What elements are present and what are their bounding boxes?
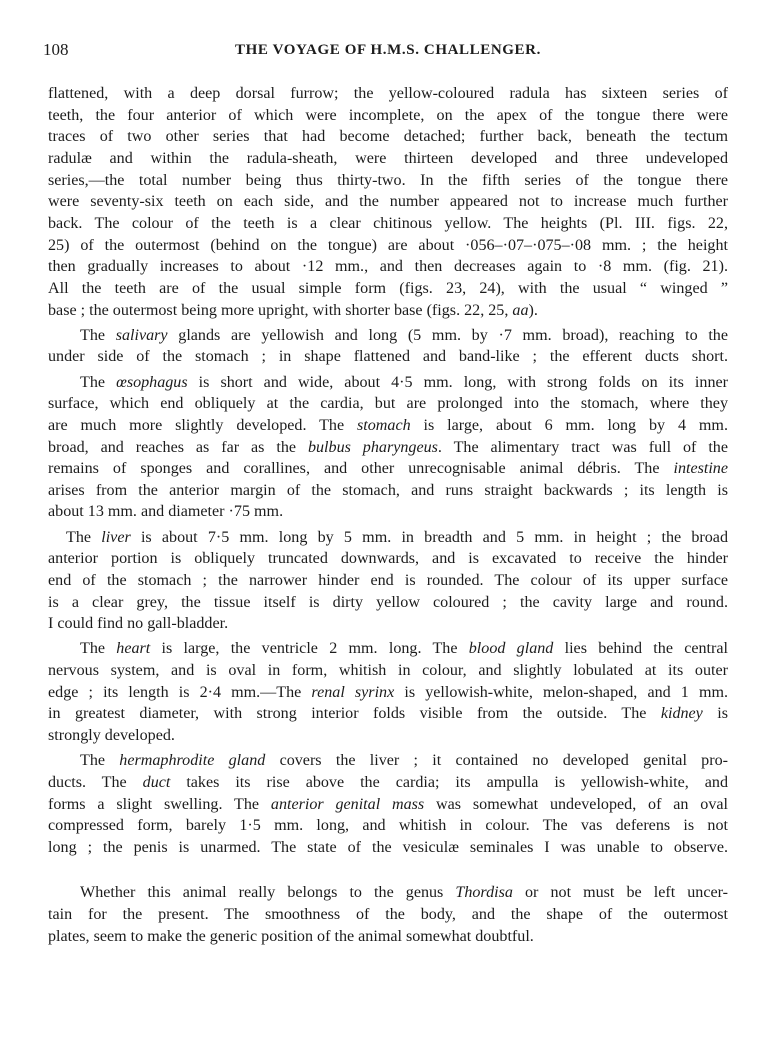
text-run: covers the liver ; it contained no developed genital pro- xyxy=(265,752,728,770)
text-run: The xyxy=(80,752,120,770)
text-run: is large, the ventricle 2 mm. long. The xyxy=(150,640,469,658)
text-line: then gradually increases to about ·12 mm., and then decreases again to ·8 mm. (fig. 21). xyxy=(48,258,728,276)
text-run: base ; the outermost being more upright, with shorter base (figs. 22, 25, xyxy=(48,301,513,319)
section-gap xyxy=(48,858,728,882)
paragraph-radula xyxy=(48,83,728,321)
paragraph-hermaphrodite xyxy=(48,750,728,858)
italic-term: duct xyxy=(142,773,171,791)
text-line xyxy=(48,772,728,794)
text-line xyxy=(48,638,728,660)
text-run: is xyxy=(702,705,728,723)
text-line: I could find no gall-bladder. xyxy=(48,615,229,633)
text-line: back. The colour of the teeth is a clear chitinous yellow. The heights (Pl. III. figs. 22, xyxy=(48,214,728,232)
text-run: ). xyxy=(528,301,538,319)
italic-term: heart xyxy=(116,640,151,658)
text-line: traces of two other series that had become detached; further back, beneath the tectum xyxy=(48,128,728,146)
text-line: long ; the penis is unarmed. The state of the vesiculæ seminales I was unable to observe. xyxy=(48,838,728,856)
text-line: tain for the present. The smoothness of the body, and the shape of the outermost xyxy=(48,906,728,924)
italic-term: renal syrinx xyxy=(311,683,395,701)
text-line xyxy=(48,527,728,549)
text-line xyxy=(48,458,728,480)
paragraph-conclusion xyxy=(48,882,728,947)
running-head xyxy=(43,40,733,64)
italic-term: stomach xyxy=(357,416,411,434)
text-line: compressed form, barely 1·5 mm. long, and whitish in colour. The vas deferens is not xyxy=(48,817,728,835)
text-line: anterior portion is obliquely truncated downwards, and is excavated to receive the hinder xyxy=(48,550,728,568)
page-number: 108 xyxy=(43,40,69,59)
italic-term: salivary xyxy=(115,326,168,344)
italic-term: aa xyxy=(512,301,529,319)
text-run: Whether this animal really belongs to the genus xyxy=(80,884,456,902)
paragraph-salivary xyxy=(48,325,728,347)
text-line: about 13 mm. and diameter ·75 mm. xyxy=(48,503,284,521)
italic-term: œsophagus xyxy=(116,373,188,391)
text-line: is a clear grey, the tissue itself is dirty yellow coloured ; the cavity large and round. xyxy=(48,593,728,611)
text-run: broad, and reaches as far as the xyxy=(48,438,308,456)
text-line: under side of the stomach ; in shape flattened and band-like ; the efferent ducts short. xyxy=(48,348,728,366)
italic-term: liver xyxy=(101,528,131,546)
text-line: radulæ and within the radula-sheath, were thirteen developed and three undeveloped xyxy=(48,149,728,167)
text-run: or not must be left uncer- xyxy=(512,884,729,902)
text-line xyxy=(48,882,728,904)
text-run: remains of sponges and corallines, and other unrecognisable animal débris. The xyxy=(48,460,674,478)
text-run: The xyxy=(80,640,117,658)
text-line xyxy=(48,682,728,704)
text-line: 25) of the outermost (behind on the tongue) are about ·056–·07–·075–·08 mm. ; the height xyxy=(48,236,728,254)
text-line xyxy=(80,325,728,347)
text-line: plates, seem to make the generic position of the animal somewhat doubtful. xyxy=(48,927,534,945)
italic-term: intestine xyxy=(673,460,728,478)
text-line: strongly developed. xyxy=(48,727,175,745)
text-run: edge ; its length is 2·4 mm.—The xyxy=(48,683,312,701)
italic-term: anterior genital mass xyxy=(270,795,425,813)
text-line xyxy=(48,415,728,437)
text-run: glands are yellowish and long (5 mm. by ·7 mm. broad), reaching to the xyxy=(167,326,728,344)
text-run: The xyxy=(66,528,102,546)
text-run: ducts. The xyxy=(48,773,143,791)
text-run: lies behind the central xyxy=(553,640,729,658)
text-run: is about 7·5 mm. long by 5 mm. in breadth and 5 mm. in height ; the broad xyxy=(130,528,728,546)
text-line xyxy=(48,300,728,322)
italic-term: blood gland xyxy=(468,640,554,658)
text-line xyxy=(48,794,728,816)
paragraph-liver xyxy=(48,527,728,635)
italic-term: kidney xyxy=(660,705,703,723)
text-run: . The alimentary tract was full of the xyxy=(437,438,728,456)
text-run: The xyxy=(80,373,117,391)
text-line: arises from the anterior margin of the stomach, and runs straight backwards ; its length is xyxy=(48,481,728,499)
text-line: All the teeth are of the usual simple form (figs. 23, 24), with the usual “ winged ” xyxy=(48,279,728,297)
body-text xyxy=(48,83,728,947)
text-line: teeth, the four anterior of which were incomplete, on the apex of the tongue there were xyxy=(48,106,728,124)
italic-term: hermaphrodite gland xyxy=(119,752,266,770)
text-line: end of the stomach ; the narrower hinder end is rounded. The colour of its upper surface xyxy=(48,571,728,589)
text-run: is large, about 6 mm. long by 4 mm. xyxy=(410,416,728,434)
paragraph-oesophagus xyxy=(48,372,728,524)
text-run: is yellowish-white, melon-shaped, and 1 mm. xyxy=(394,683,729,701)
text-line xyxy=(48,372,728,394)
text-run: takes its rise above the cardia; its ampulla is yellowish-white, and xyxy=(170,773,728,791)
text-line: were seventy-six teeth on each side, and the number appeared not to increase much further xyxy=(48,193,728,211)
text-line xyxy=(48,703,728,725)
text-line: nervous system, and is oval in form, whitish in colour, and slightly lobulated at its outer xyxy=(48,662,728,680)
text-line: series,—the total number being thus thirty-two. In the fifth series of the tongue there xyxy=(48,171,728,189)
text-line: flattened, with a deep dorsal furrow; the yellow-coloured radula has sixteen series of xyxy=(48,85,728,102)
text-line: surface, which end obliquely at the cardia, but are prolonged into the stomach, where they xyxy=(48,395,728,413)
text-line xyxy=(48,750,728,772)
paragraph-salivary-cont xyxy=(48,346,728,368)
paragraph-heart xyxy=(48,638,728,746)
italic-term: Thordisa xyxy=(455,884,513,902)
text-run: was somewhat undeveloped, of an oval xyxy=(424,795,729,813)
text-line xyxy=(48,437,728,459)
text-run: are much more slightly developed. The xyxy=(48,416,357,434)
running-title: THE VOYAGE OF H.M.S. CHALLENGER. xyxy=(235,42,541,58)
italic-term: bulbus pharyngeus xyxy=(307,438,438,456)
text-run: in greatest diameter, with strong interior folds visible from the outside. The xyxy=(48,705,661,723)
text-run: forms a slight swelling. The xyxy=(48,795,271,813)
text-run: is short and wide, about 4·5 mm. long, with strong folds on its inner xyxy=(187,373,729,391)
text-run: The xyxy=(80,326,116,344)
